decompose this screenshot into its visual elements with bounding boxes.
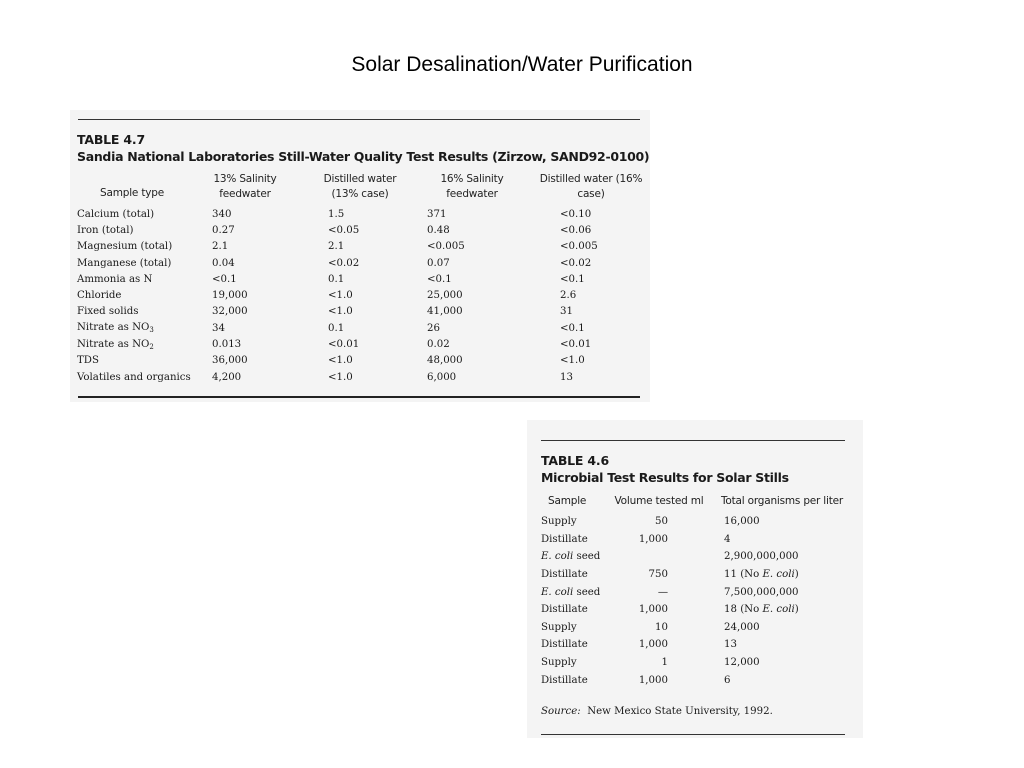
quality-cell: <0.10	[560, 208, 592, 220]
quality-cell: 31	[560, 306, 573, 318]
microbial-cell: Supply	[541, 657, 577, 669]
microbial-cell: Supply	[541, 621, 577, 633]
microbial-cell: 12,000	[724, 657, 760, 669]
quality-cell: 26	[427, 322, 440, 334]
microbial-cell: 1,000	[638, 639, 668, 651]
table-row	[541, 583, 838, 601]
header-16-salinity: 16% Salinity feedwater	[440, 173, 504, 200]
microbial-cell	[613, 548, 668, 566]
microbial-cell: 6	[724, 674, 731, 686]
table-row	[541, 654, 838, 672]
header-organisms: Total organisms per liter	[720, 495, 844, 507]
quality-cell: 0.48	[427, 224, 450, 236]
microbial-cell: 7,500,000,000	[724, 586, 799, 598]
microbial-cell: 1,000	[638, 674, 668, 686]
quality-cell: Ammonia as N	[77, 273, 153, 285]
quality-cell: <0.01	[560, 339, 592, 351]
quality-cell: <0.05	[328, 224, 360, 236]
quality-cell: 4,200	[212, 371, 242, 383]
microbial-cell: Distillate	[541, 569, 588, 581]
quality-cell: <0.1	[427, 273, 452, 285]
microbial-cell: 1	[661, 657, 668, 669]
quality-cell: 48,000	[427, 355, 463, 367]
table-row	[77, 304, 629, 320]
top-rule	[78, 119, 640, 120]
quality-cell: Iron (total)	[77, 224, 134, 236]
bottom-rule	[541, 734, 845, 735]
quality-cell: 32,000	[212, 306, 248, 318]
quality-cell: Calcium (total)	[77, 208, 155, 220]
table-row	[77, 336, 629, 352]
microbial-cell: Supply	[541, 516, 577, 528]
microbial-results-table	[541, 513, 838, 689]
quality-cell: <0.005	[427, 241, 465, 253]
quality-cell: Nitrate as $NO_2$	[77, 338, 154, 351]
microbial-cell: —	[657, 586, 668, 598]
quality-cell: Chloride	[77, 290, 122, 302]
table-row	[77, 222, 629, 238]
quality-cell: 0.1	[328, 273, 345, 285]
quality-cell: <0.01	[328, 339, 360, 351]
table-row	[541, 601, 838, 619]
quality-cell: 0.013	[212, 339, 242, 351]
quality-cell: 0.02	[427, 339, 450, 351]
top-rule	[541, 440, 845, 441]
slide-title: Solar Desalination/Water Purification	[351, 53, 693, 76]
quality-cell: 0.07	[427, 257, 450, 269]
quality-cell: <0.1	[212, 273, 237, 285]
table-row	[541, 531, 838, 549]
quality-cell: 0.04	[212, 257, 235, 269]
quality-cell: 13	[560, 371, 573, 383]
table-row	[541, 548, 838, 566]
quality-cell: 6,000	[427, 371, 457, 383]
microbial-cell: 13	[724, 639, 737, 651]
quality-cell: Nitrate as $NO_3$	[77, 322, 154, 335]
table-row	[541, 513, 838, 531]
table-name: Sandia National Laboratories Still-Water Quality Test Results (Zirzow, SAND92-0100)	[77, 149, 650, 164]
header-13-salinity: 13% Salinity feedwater	[213, 173, 277, 200]
quality-cell: <1.0	[328, 290, 353, 302]
quality-cell: <1.0	[560, 355, 585, 367]
quality-cell: 25,000	[427, 290, 463, 302]
header-sample-type: Sample type	[100, 187, 164, 199]
quality-cell: Fixed solids	[77, 306, 139, 318]
quality-cell: 19,000	[212, 290, 248, 302]
microbial-cell: 24,000	[724, 621, 760, 633]
microbial-cell: E. coli seed	[541, 586, 601, 598]
table-row	[77, 239, 629, 255]
table-name: Microbial Test Results for Solar Stills	[541, 470, 789, 485]
quality-cell: 2.1	[328, 241, 345, 253]
quality-cell: 41,000	[427, 306, 463, 318]
quality-cell: Magnesium (total)	[77, 241, 173, 253]
microbial-cell: 2,900,000,000	[724, 551, 799, 563]
table-row	[77, 369, 629, 385]
microbial-cell: Distillate	[541, 533, 588, 545]
quality-cell: <1.0	[328, 306, 353, 318]
header-distilled-16: Distilled water (16% case)	[539, 173, 643, 200]
quality-cell: 371	[427, 208, 447, 220]
quality-cell: 340	[212, 208, 232, 220]
microbial-cell: 1,000	[638, 604, 668, 616]
microbial-cell: 18 (No E. coli)	[724, 604, 799, 616]
table-row	[77, 320, 629, 336]
header-sample: Sample	[548, 495, 587, 507]
microbial-cell: 750	[648, 569, 668, 581]
quality-cell: 2.6	[560, 290, 577, 302]
quality-cell: <0.06	[560, 224, 592, 236]
quality-cell: Manganese (total)	[77, 257, 172, 269]
microbial-cell: Distillate	[541, 674, 588, 686]
table-row	[541, 619, 838, 637]
table-4-6-image	[527, 420, 863, 738]
quality-cell: Volatiles and organics	[77, 371, 191, 383]
quality-results-table	[77, 206, 629, 385]
microbial-cell: Distillate	[541, 604, 588, 616]
microbial-cell: 1,000	[638, 533, 668, 545]
microbial-cell: E. coli seed	[541, 551, 601, 563]
quality-cell: 36,000	[212, 355, 248, 367]
quality-cell: 34	[212, 322, 225, 334]
bottom-rule	[78, 396, 640, 398]
table-4-7-image	[70, 110, 650, 402]
microbial-cell: Distillate	[541, 639, 588, 651]
microbial-cell: 50	[655, 516, 668, 528]
header-volume: Volume tested ml	[614, 495, 704, 507]
table-row	[77, 353, 629, 369]
table-label: TABLE 4.7	[77, 132, 145, 147]
quality-cell: 1.5	[328, 208, 345, 220]
header-distilled-13: Distilled water (13% case)	[323, 173, 397, 200]
table-row	[77, 206, 629, 222]
quality-cell: 0.27	[212, 224, 235, 236]
quality-cell: <0.1	[560, 273, 585, 285]
quality-cell: 2.1	[212, 241, 229, 253]
source-note: Source: New Mexico State University, 1992.	[541, 706, 773, 717]
quality-cell: <1.0	[328, 371, 353, 383]
quality-cell: <0.005	[560, 241, 598, 253]
quality-cell: <0.02	[560, 257, 592, 269]
microbial-cell: 10	[655, 621, 668, 633]
microbial-cell: 16,000	[724, 516, 760, 528]
quality-cell: <0.02	[328, 257, 360, 269]
table-row	[541, 566, 838, 584]
microbial-cell: 11 (No E. coli)	[724, 569, 799, 581]
quality-cell: <1.0	[328, 355, 353, 367]
table-row	[541, 671, 838, 689]
quality-cell: TDS	[77, 355, 99, 367]
microbial-cell: 4	[724, 533, 731, 545]
quality-cell: 0.1	[328, 322, 345, 334]
table-row	[77, 255, 629, 271]
quality-cell: <0.1	[560, 322, 585, 334]
table-row	[77, 271, 629, 287]
table-row	[77, 287, 629, 303]
table-label: TABLE 4.6	[541, 453, 609, 468]
table-row	[541, 636, 838, 654]
